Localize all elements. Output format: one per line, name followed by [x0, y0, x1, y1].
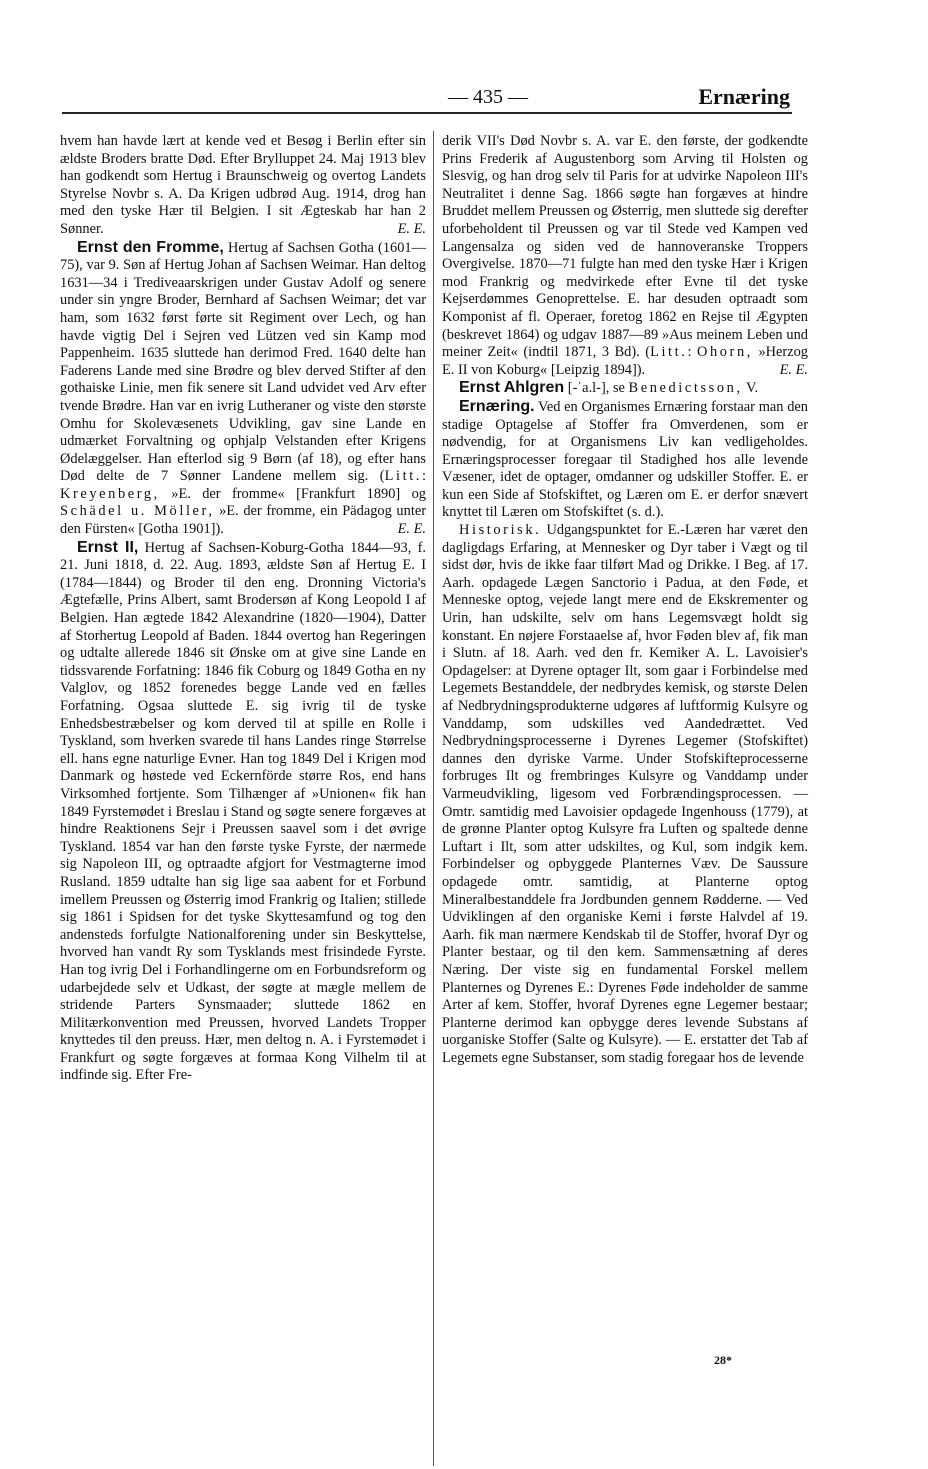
- headword: Ernst II,: [77, 538, 139, 556]
- author-signature: E. E.: [397, 521, 426, 538]
- author-signature: E. E.: [779, 361, 808, 378]
- column-divider: [433, 131, 434, 1466]
- headword: Ernæring.: [459, 397, 535, 415]
- entry-ernst-den-fromme: [60, 239, 426, 539]
- sheet-signature-mark: 28*: [714, 1353, 732, 1367]
- entry-text: »Herzog E. II von Koburg« [Leipzig 1894]).: [442, 344, 808, 378]
- entry-text: Ved en Organismes Ernæring forstaar man den stadige Optagelse af Stoffer fra Omverdenen, som er nødvendig, for at Organismens Liv kan vedligeholdes. Ernæringsprocesser foregaar til Stadighed hos alle levende Væsener, idet de optager, omdanner og udskiller Stoffer. E. er kun een Side af Stofskiftet, og Læren om E. er derfor snævert knyttet til Læren om Stofskiftet (s. d.).: [442, 398, 808, 521]
- entry-text: :: [422, 468, 426, 485]
- cross-reference: Benedictsson,: [628, 380, 743, 397]
- entry-continuation: [442, 133, 808, 379]
- entry-text: »E. der fromme, ein Pädagog unter den Fürsten« [Gotha 1901]).: [60, 503, 426, 538]
- section-historisk: [442, 522, 808, 1067]
- entry-text: Udgangspunktet for E.-Læren har været den dagligdags Erfaring, at Mennesker og Dyr taber i Vægt og til sidst dør, hvis de ikke faar tilført Mad og Drikke. I Beg. af 17. Aarh. opdagede Lægen Sanctorio i Padua, at den Føde, et Menneske optog, vejede langt mere end de Ekskrementer og Urin, han udskilte, selv om hans Legemsvægt holdt sig konstant. En nøjere Forstaaelse af, hvor Føden blev af, fik man i Slutn. af 18. Aarh. ved den fr. Kemiker A. L. Lavoisier's Opdagelser: at Dyrene optager Ilt, som gaar i Forbindelse med Legemets Bestanddele, der nedbrydes kemisk, og største Delen af Nedbrydningsprodukterne udgøres af luftformig Kulsyre og Vanddamp, som udskilles ved Aandedrættet. Ved Nedbrydningsprocesserne i Dyrenes Legemer (Stofskiftet) dannes den dyriske Varme. Under Stofskifteprocesserne forbruges Ilt og frembringes Kulsyre og Vanddamp under Varmeudvikling, ligesom ved Forbrændingsprocessen. — Omtr. samtidig med Lavoisier opdagede Ingenhouss (1779), at de grønne Planter optog Kulsyre fra Luften og spaltede denne Luftart i Ilt, som atter udskiltes, og Kul, som indgik kem. Forbindelser og opbyggede Planternes Væv. De Saussure opdagede omtr. samtidig, at Planterne optog Mineralbestanddele fra Jordbunden gennem Rødderne. — Ved Udviklingen af den organiske Kemi i første Halvdel af 19. Aarh. fik man nærmere Kendskab til de Stoffer, hvoraf Dyr og Planter bestaar, og til den kem. Sammensætning af deres Næring. Der viste sig en fundamental Forskel mellem Planternes og Dyrenes E.: Dyrenes Føde indeholder de samme Arter af kem. Stoffer, hvoraf Dyrenes egne Legemer bestaar; Planterne derimod kan opbygge deres levende Substans af uorganiske Stoffer (Salte og Kulsyre). — E. erstatter det Tab af Legemets egne Substanser, som stadig foregaar hos de levende: [442, 522, 808, 1066]
- page-number: — 435 —: [448, 86, 528, 108]
- header-rule: [62, 112, 792, 114]
- page-header: [60, 82, 790, 114]
- entry-text: V.: [742, 380, 759, 397]
- entry-text: [-ˈa.l-], se: [564, 380, 629, 397]
- entry-continuation: [60, 133, 426, 239]
- intro-text: hvem han havde lært at kende ved et Besøg i Berlin efter sin ældste Broders bratte Død. Efter Brylluppet 24. Maj 1913 blev han godkendt som Hertug i Braunschweig og overtog Landets Styrelse Novbr s. A. Da Krigen udbrød Aug. 1914, drog han med den tyske Hær til Belgien. I sit Ægteskab har han 2 Sønner.: [60, 133, 426, 237]
- running-head: Ernæring: [698, 84, 790, 109]
- entry-text: :: [687, 344, 697, 361]
- headword: Ernst Ahlgren: [459, 379, 565, 397]
- litt-label: Litt.: [384, 468, 422, 485]
- entry-text: derik VII's Død Novbr s. A. var E. den første, der godkendte Prins Frederik af Augustenborg som Arving til Holsten og Slesvig, og han drog selv til Paris for at udvirke Napoleon III's Neutralitet i denne Sag. 1866 søgte han forgæves at hindre Bruddet mellem Preussen og Østerrig, men sluttede sig derefter uforbeholdent til Preussen og var til Stede ved Kampen ved Langensalza og siden ved de hannoveranske Troppers Overgivelse. 1870—71 fulgte han med den tyske Hær i Krigen mod Frankrig og medvirkede efter Evne til det tyske Kejserdømmes Genoprettelse. E. har desuden optraadt som Komponist af fl. Operaer, foretog 1862 en Rejse til Ægypten (beskrevet 1864) og udgav 1887—89 »Aus meinem Leben und meiner Zeit« (indtil 1871, 3 Bd). (: [442, 133, 808, 361]
- entry-text: Hertug af Sachsen-Koburg-Gotha 1844—93, f. 21. Juni 1818, d. 22. Aug. 1893, ældste Søn af Hertug E. I (1784—1844) og Broder til den eng. Dronning Victoria's Ægtefælle, Prins Albert, samt Brodersøn af Kong Leopold I af Belgien. Han ægtede 1842 Alexandrine (1820—1904), Datter af Storhertug Leopold af Baden. 1844 overtog han Regeringen og udtalte allerede 1846 sit Ønske om at give sine Lande en tidssvarende Forfatning: 1846 fik Coburg og 1849 Gotha en ny Valglov, og 1852 forenedes begge Lande ved en fælles Forfatning. Ogsaa sluttede E. sig ivrig til de tyske Enhedsbestræbelser og kom derved til at spille en Rolle i Tyskland, som hverken svarede til hans Landes ringe Størrelse ell. hans egne naturlige Evner. Han tog 1849 Del i Krigen mod Danmark og høstede ved Eckernförde større Ros, end hans Virksomhed fortjente. Som Tilhænger af »Unionen« fik han 1849 Fyrstemødet i Breslau i Stand og søgte senere forgæves at hindre Reaktionens Sejr i Preussen saavel som i det øvrige Tyskland. 1854 var han den første tyske Fyrste, der nærmede sig Napoleon III, og optraadte afgjort for Vestmagterne imod Rusland. 1859 udtalte han sig lige saa aabent for et Forbund imellem Preussen og Østerrig imod Frankrig og Italien; stillede sig 1861 i Spidsen for det tyske Skyttesamfund og tog den andensteds forfulgte Nationalforening under sin Beskyttelse, hvorved han vandt Ry som Tysklands mest frisindede Fyrste. Han tog ivrig Del i Forhandlingerne om en Forbundsreform og udarbejdede selv et Udkast, der søgte at mægle mellem de stridende Parters Synsmaader; sluttede 1862 en Militærkonvention med Preussen, hvorved Landets Tropper knyttedes til den preuss. Hær, men deltog n. A. i Fyrstemødet i Frankfurt og søgte forgæves at formaa Kong Vilhelm til at indfinde sig. Efter Fre-: [60, 539, 426, 1084]
- entry-ernaering: [442, 398, 808, 522]
- author-name: Kreyenberg,: [60, 485, 160, 502]
- litt-label: Litt.: [650, 344, 688, 361]
- author-name: Ohorn,: [696, 344, 753, 361]
- author-signature: E. E.: [397, 220, 426, 237]
- entry-text: Hertug af Sachsen Gotha (1601—75), var 9. Søn af Hertug Johan af Sachsen Weimar. Han deltog 1631—34 i Trediveaarskrigen under Gustav Adolf og senere under sin yngre Broder, Bernhard af Sachsen Weimar; det var ham, som 1632 først førte sit Regiment over Lech, og han havde vigtig Del i Sejren ved Lützen ved sin Kamp mod Pappenheim. 1635 sluttede han derimod Fred. 1640 delte han Faderens Lande med sine Brødre og blev derved Stifter af den gothaiske Linie, men fik senere sit Land udvidet ved Arv efter tvende Brødre. Han var en ivrig Lutheraner og viste den største Omhu for Skolevæsenets Udvikling, gav sine Lande en udmærket Forvaltning og ophjalp Velstanden efter Krigens Ødelæggelser. Han efterlod sig 9 Børn (af 18), og efter hans Død delte de 7 Sønner Landene mellem sig. (: [60, 239, 426, 485]
- entry-text: »E. der fromme« [Frankfurt 1890] og: [159, 485, 426, 502]
- headword: Ernst den Fromme,: [77, 238, 224, 256]
- right-column: [442, 133, 808, 1067]
- section-label: Historisk.: [459, 522, 542, 539]
- entry-ernst-ahlgren: [442, 379, 808, 398]
- author-name: Schädel u. Möller,: [60, 503, 215, 520]
- entry-ernst-ii: [60, 539, 426, 1085]
- left-column: [60, 133, 426, 1085]
